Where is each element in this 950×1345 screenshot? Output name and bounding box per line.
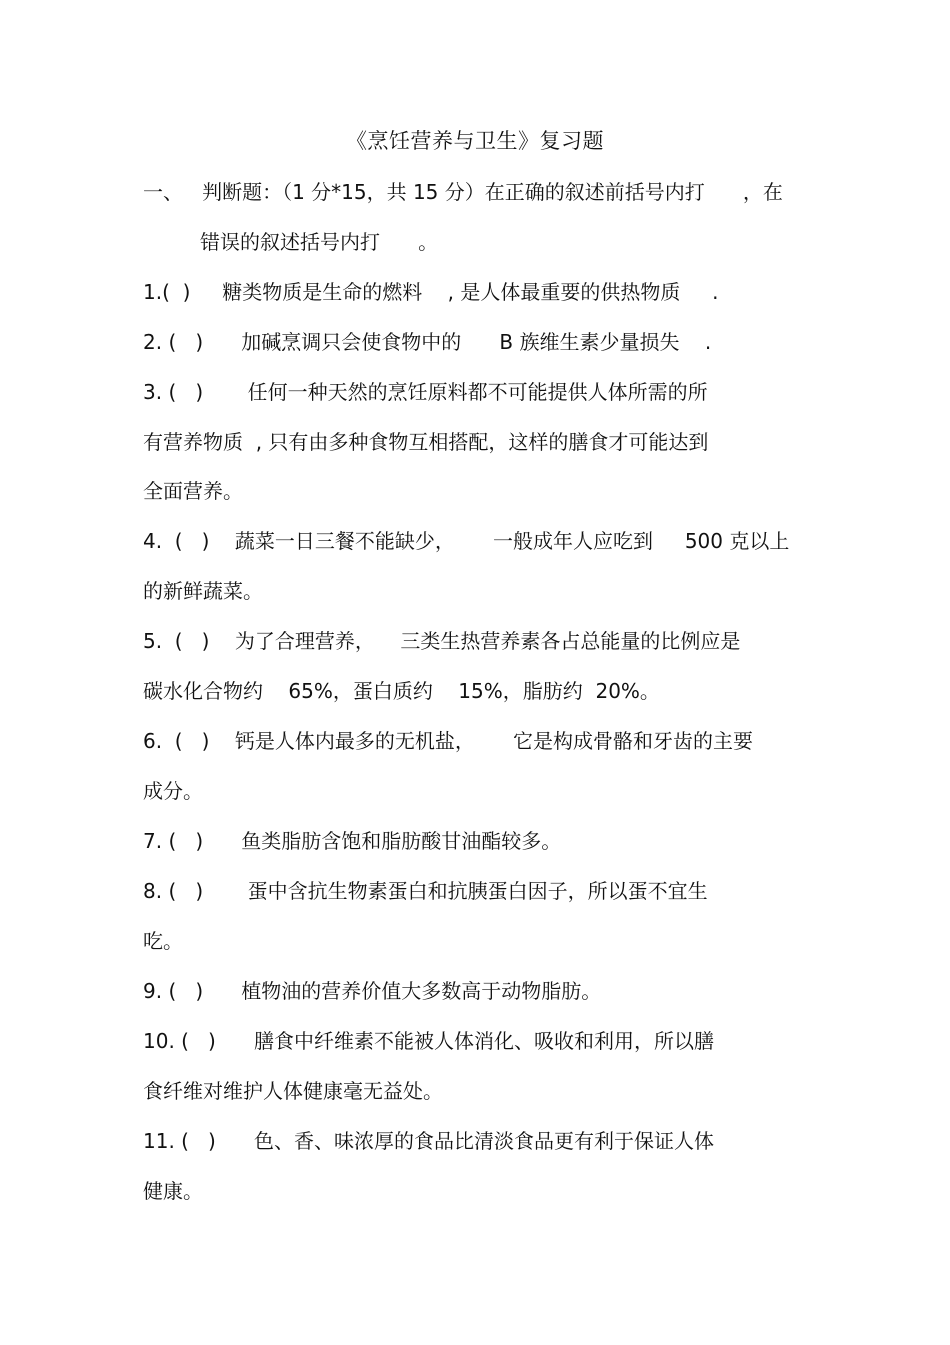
question-line: 食纤维对维护人体健康毫无益处。 — [143, 1079, 443, 1103]
question-line: 11. ( ) 色、香、味浓厚的食品比清淡食品更有利于保证人体 — [143, 1129, 714, 1153]
question-line: 吃。 — [143, 929, 183, 953]
section-heading-line-2: 错误的叙述括号内打 。 — [200, 230, 439, 254]
question-line: 碳水化合物约 65%，蛋白质约 15%，脂肪约 20%。 — [143, 679, 660, 703]
question-line: 10. ( ) 膳食中纤维素不能被人体消化、吸收和利用，所以膳 — [143, 1029, 714, 1053]
question-line: 5. ( ) 为了合理营养， 三类生热营养素各占总能量的比例应是 — [143, 629, 741, 653]
question-line: 的新鲜蔬菜。 — [143, 579, 263, 603]
question-line: 7. ( ) 鱼类脂肪含饱和脂肪酸甘油酯较多。 — [143, 829, 562, 853]
question-line: 9. ( ) 植物油的营养价值大多数高于动物脂肪。 — [143, 979, 602, 1003]
section-heading-line-1: 一、 判断题：（1 分*15，共 15 分）在正确的叙述前括号内打 ，在 — [143, 180, 783, 204]
question-line: 成分。 — [143, 779, 203, 803]
question-line: 3. ( ) 任何一种天然的烹饪原料都不可能提供人体所需的所 — [143, 380, 708, 404]
question-line: 6. ( ) 钙是人体内最多的无机盐， 它是构成骨骼和牙齿的主要 — [143, 729, 754, 753]
question-line: 8. ( ) 蛋中含抗生物素蛋白和抗胰蛋白因子，所以蛋不宜生 — [143, 879, 708, 903]
question-line: 有营养物质 , 只有由多种食物互相搭配，这样的膳食才可能达到 — [143, 430, 709, 454]
question-line: 1.( ) 糖类物质是生命的燃料 , 是人体最重要的供热物质 . — [143, 280, 719, 304]
question-line: 全面营养。 — [143, 479, 243, 503]
question-line: 健康。 — [143, 1179, 203, 1203]
question-line: 2. ( ) 加碱烹调只会使食物中的 B 族维生素少量损失 . — [143, 330, 712, 354]
document-title: 《烹饪营养与卫生》复习题 — [346, 129, 604, 153]
question-line: 4. ( ) 蔬菜一日三餐不能缺少， 一般成年人应吃到 500 克以上 — [143, 529, 790, 553]
